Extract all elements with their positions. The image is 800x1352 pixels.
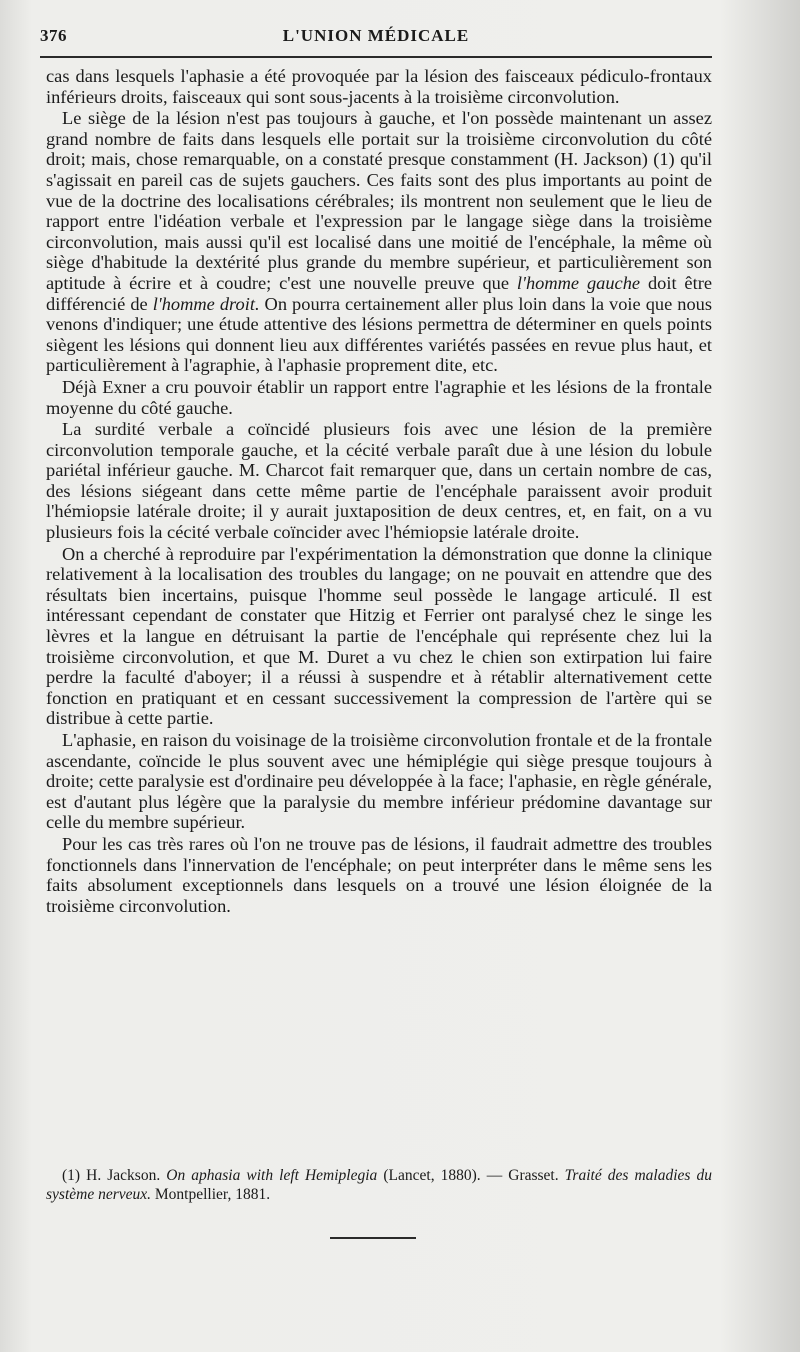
paragraph-2 — [46, 108, 712, 376]
footnote-1-text-a: (1) H. Jackson. — [62, 1167, 167, 1184]
running-title: L'UNION MÉDICALE — [282, 26, 470, 45]
paragraph-2-text-b: doit être différencié de — [46, 272, 712, 314]
footnote-1-text-b: (Lancet, 1880). — Grasset. — [377, 1167, 565, 1184]
body-text — [46, 66, 712, 917]
paragraph-2-text-c: On pourra certainement aller plus loin dans la voie que nous venons d'indiquer; une étude attentive des lésions permettra de déterminer en quels points siègent les lésions qui donnent lieu aux différentes variétés passées en revue plus haut, et particulièrement à l'agraphie, à l'aphasie proprement dite, etc. — [46, 293, 712, 376]
paragraph-1: cas dans lesquels l'aphasie a été provoquée par la lésion des faisceaux pédiculo-frontaux inférieurs droits, faisceaux qui sont sous-jacents à la troisième circonvolution. — [46, 66, 712, 107]
italic-term-homme-droit: l'homme droit. — [152, 293, 260, 314]
page-number: 376 — [40, 26, 67, 45]
paragraph-4: La surdité verbale a coïncidé plusieurs fois avec une lésion de la première circonvolution temporale gauche, et la cécité verbale paraît due à une lésion du lobule pariétal inférieur gauche. M. Charcot fait remarquer que, dans un certain nombre de cas, des lésions siégeant dans cette même partie de l'encéphale paraissent avoir produit l'hémiopsie latérale droite; il y aurait juxtaposition de deux centres, et, en fait, on a vu plusieurs fois la cécité verbale coïncider avec l'hémiopsie latérale droite. — [46, 419, 712, 543]
paragraph-3: Déjà Exner a cru pouvoir établir un rapport entre l'agraphie et les lésions de la frontale moyenne du côté gauche. — [46, 376, 712, 418]
end-rule — [330, 1237, 416, 1239]
paragraph-5: On a cherché à reproduire par l'expérimentation la démonstration que donne la clinique relativement à la localisation des troubles du langage; on ne pouvait en attendre que des résultats bien incertains, puisque l'homme seul possède le langage articulé. Il est intéressant cependant de constater que Hitzig et Ferrier ont paralysé chez le singe les lèvres et la langue en détruisant la partie de l'encéphale qui représente chez lui la troisième circonvolution, et que M. Duret a vu chez le chien son extirpation lui faire perdre la faculté d'aboyer; il a réussi à suspendre et à rétablir alternativement cette fonction en pratiquant et en cessant successivement la compression de l'artère qui se distribue à cette partie. — [46, 543, 712, 729]
footnote-1-text-c: Montpellier, 1881. — [151, 1186, 271, 1203]
footnote-1-title-jackson: On aphasia with left Hemiplegia — [166, 1167, 378, 1184]
footnotes — [46, 1166, 712, 1204]
footnote-1 — [46, 1166, 712, 1204]
footnote-1-title-grasset: Traité des maladies du système nerveux. — [46, 1167, 712, 1203]
italic-term-homme-gauche: l'homme gauche — [516, 272, 641, 293]
paragraph-6: L'aphasie, en raison du voisinage de la troisième circonvolution frontale et de la frontale ascendante, coïncide le plus souvent avec une hémiplégie qui siège presque toujours à droite; cette paralysie est d'ordinaire peu développée à la face; l'aphasie, en règle générale, est d'autant plus légère que la paralysie du membre inférieur prédomine davantage sur celle du membre supérieur. — [46, 730, 712, 833]
paragraph-7: Pour les cas très rares où l'on ne trouve pas de lésions, il faudrait admettre des troubles fonctionnels dans l'innervation de l'encéphale; on peut interpréter dans le même sens les faits absolument exceptionnels dans lesquels on a trouvé une lésion éloignée de la troisième circonvolution. — [46, 833, 712, 916]
header-rule — [40, 56, 712, 58]
paragraph-2-text-a: Le siège de la lésion n'est pas toujours à gauche, et l'on possède maintenant un assez grand nombre de faits dans lesquels elle portait sur la troisième circonvolution du côté droit; mais, chose remarquable, on a constaté presque constamment (H. Jackson) (1) qu'il s'agissait en pareil cas de sujets gauchers. Ces faits sont des plus importants au point de vue de la doctrine des localisations cérébrales; ils montrent non seulement que le lieu de rapport entre l'idéation verbale et l'expression par le langage siège dans la troisième circonvolution, mais aussi qu'il est localisé dans une moitié de l'encéphale, la même où siège d'habitude la dextérité plus grande du membre supérieur, et particulièrement son aptitude à écrire et à coudre; c'est une nouvelle preuve que — [46, 108, 712, 293]
page-header — [40, 26, 712, 48]
